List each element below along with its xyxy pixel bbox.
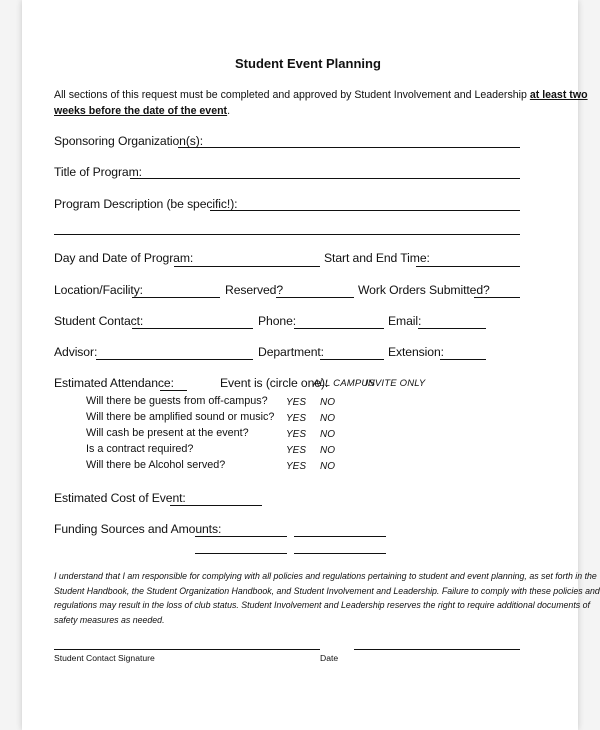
funding-sources-label: Funding Sources and Amounts: (54, 522, 222, 536)
funding-amount-field-2[interactable] (294, 553, 386, 554)
email-label: Email: (388, 314, 422, 328)
work-orders-field[interactable] (474, 297, 520, 298)
question-alcohol-yes[interactable]: YES (286, 461, 307, 472)
reserved-label: Reserved? (225, 283, 284, 297)
funding-source-field-2[interactable] (195, 553, 287, 554)
date-label: Date (320, 653, 339, 663)
extension-label: Extension: (388, 345, 444, 359)
funding-source-field-1[interactable] (195, 536, 287, 537)
advisor-field[interactable] (96, 359, 253, 360)
question-amplified-sound-no[interactable]: NO (320, 413, 335, 424)
extension-field[interactable] (440, 359, 486, 360)
location-field[interactable] (132, 297, 220, 298)
department-label: Department: (258, 345, 324, 359)
question-amplified-sound-yes[interactable]: YES (286, 413, 307, 424)
question-cash: Will cash be present at the event? (86, 427, 249, 439)
question-cash-yes[interactable]: YES (286, 429, 307, 440)
reserved-field[interactable] (276, 297, 354, 298)
event-is-label: Event is (circle one): (220, 376, 329, 390)
question-alcohol-no[interactable]: NO (320, 461, 335, 472)
intro-line-2 (54, 103, 230, 119)
student-contact-label: Student Contact: (54, 314, 144, 328)
start-end-time-field[interactable] (416, 266, 520, 267)
question-guests-yes[interactable]: YES (286, 397, 307, 408)
advisor-label: Advisor: (54, 345, 98, 359)
program-description-field-1[interactable] (210, 210, 520, 211)
title-of-program-label: Title of Program: (54, 165, 142, 179)
estimated-cost-field[interactable] (170, 505, 262, 506)
intro-line-1 (54, 87, 588, 103)
invite-only-option[interactable]: INVITE ONLY (365, 378, 426, 389)
student-contact-field[interactable] (132, 328, 253, 329)
signature-field[interactable] (54, 649, 320, 650)
statement-line-2: Student Handbook, the Student Organization Handbook, and Student Involvement and Leadership. Failure to comply with these policies and (54, 585, 600, 596)
signature-label: Student Contact Signature (54, 653, 155, 663)
all-campus-option[interactable]: ALL CAMPUS (313, 378, 376, 389)
estimated-cost-label: Estimated Cost of Event: (54, 491, 186, 505)
intro-deadline-cont: weeks before the date of the event (54, 105, 228, 117)
location-label: Location/Facility: (54, 283, 143, 297)
day-date-label: Day and Date of Program: (54, 251, 194, 265)
question-contract-yes[interactable]: YES (286, 445, 307, 456)
form-page (22, 0, 600, 730)
program-description-label: Program Description (be specific!): (54, 197, 238, 211)
day-date-field[interactable] (174, 266, 320, 267)
question-contract: Is a contract required? (86, 443, 194, 455)
funding-amount-field-1[interactable] (294, 536, 386, 537)
statement-line-3: regulations may result in the loss of club status. Student Involvement and Leadership reserves the right to require additional documents of (54, 600, 590, 610)
title-of-program-field[interactable] (130, 178, 520, 179)
phone-field[interactable] (294, 328, 384, 329)
program-description-field-2[interactable] (54, 234, 520, 235)
question-cash-no[interactable]: NO (320, 429, 335, 440)
sponsoring-org-label: Sponsoring Organization(s): (54, 134, 204, 148)
estimated-attendance-label: Estimated Attendance: (54, 376, 174, 390)
department-field[interactable] (320, 359, 384, 360)
phone-label: Phone: (258, 314, 297, 328)
question-contract-no[interactable]: NO (320, 445, 335, 456)
intro-deadline: at least two (529, 89, 588, 101)
question-guests-no[interactable]: NO (320, 397, 335, 408)
question-amplified-sound: Will there be amplified sound or music? (86, 411, 275, 423)
intro-period: . (227, 105, 231, 117)
intro-text: All sections of this request must be completed and approved by Student Involvement and Leadership (54, 89, 527, 101)
form-title: Student Event Planning (235, 56, 381, 71)
statement-line-4: safety measures as needed. (54, 614, 165, 625)
start-end-time-label: Start and End Time: (324, 251, 430, 265)
estimated-attendance-field[interactable] (160, 390, 187, 391)
email-field[interactable] (418, 328, 486, 329)
work-orders-label: Work Orders Submitted? (358, 283, 490, 297)
date-field[interactable] (354, 649, 520, 650)
sponsoring-org-field[interactable] (178, 147, 520, 148)
question-guests: Will there be guests from off-campus? (86, 395, 268, 407)
statement-line-1: I understand that I am responsible for complying with all policies and regulations pertaining to student and event planning, as set forth in the (54, 571, 597, 581)
question-alcohol: Will there be Alcohol served? (86, 459, 226, 471)
